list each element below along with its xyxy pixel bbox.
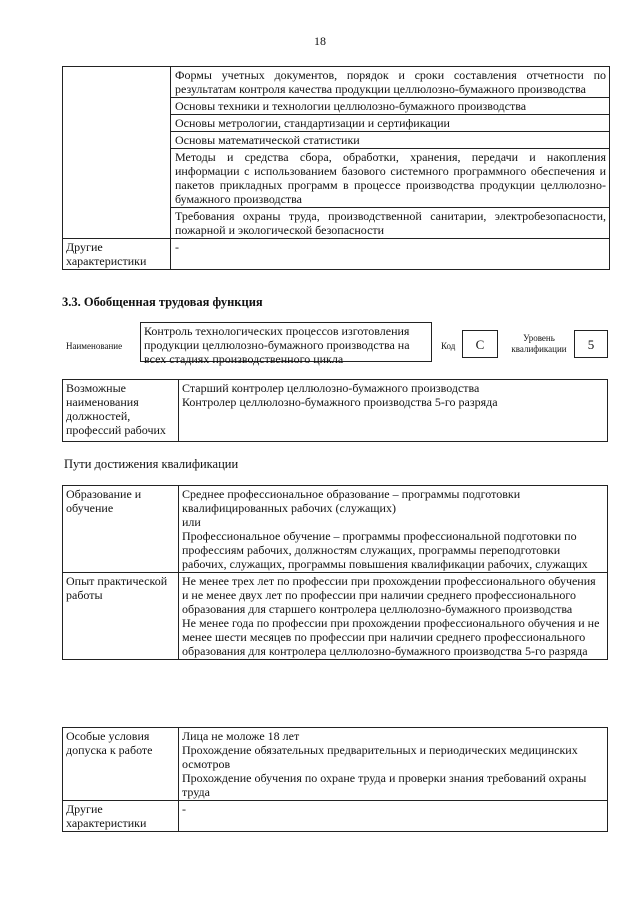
position-item: Контролер целлюлозно-бумажного производства 5-го разряда (182, 395, 498, 409)
education-values (179, 486, 608, 573)
education-line: или (182, 515, 201, 529)
admission-line: Лица не моложе 18 лет (182, 729, 300, 743)
positions-table (62, 379, 608, 442)
function-name-box: Контроль технологических процессов изготовления продукции целлюлозно-бумажного производства на всех стадиях производственного цикла (140, 322, 432, 362)
knowledge-item: Методы и средства сбора, обработки, хранения, передачи и накопления информации с использованием базового системного программного обеспечения и пакетов прикладных программ в процессе производства продукции целлюлозно-бумажного производства (171, 149, 610, 208)
experience-line: Не менее трех лет по профессии при прохождении профессионального обучения и не менее двух лет по профессии при наличии среднего профессионального образования для старшего контролера целлюлозно-бумажного производства (182, 574, 596, 616)
experience-line: Не менее года по профессии при прохождении профессионального обучения и не менее шести месяцев по профессии при наличии среднего профессионального образования для контролера целлюлозно-бумажного производства 5-го разряда (182, 616, 600, 658)
qualification-level-box: 5 (574, 330, 608, 358)
positions-label: Возможные наименования должностей, профессий рабочих (63, 380, 179, 442)
education-line: Профессиональное обучение – программы профессиональной подготовки по профессиям рабочих, должностям служащих, программы переподготовки рабочих, служащих, программы повышения квалификации рабочих, служащих (182, 529, 588, 571)
code-label: Код (441, 341, 456, 351)
page-number: 18 (314, 34, 326, 48)
experience-label: Опыт практической работы (63, 573, 179, 660)
education-label: Образование и обучение (63, 486, 179, 573)
admission-line: Прохождение обязательных предварительных и периодических медицинских осмотров (182, 743, 578, 771)
education-line: Среднее профессиональное образование – программы подготовки квалифицированных рабочих (служащих) (182, 487, 521, 515)
code-box: C (462, 330, 498, 358)
knowledge-item: Основы техники и технологии целлюлозно-бумажного производства (171, 98, 610, 115)
admission-label: Особые условия допуска к работе (63, 728, 179, 801)
other-characteristics-label: Другие характеристики (63, 801, 179, 832)
qualification-level-label: Уровень квалификации (511, 333, 567, 354)
position-item: Старший контролер целлюлозно-бумажного производства (182, 381, 480, 395)
other-characteristics-label: Другие характеристики (63, 239, 171, 270)
other-characteristics-value: - (179, 801, 608, 832)
experience-values (179, 573, 608, 660)
admission-table (62, 727, 608, 832)
name-label: Наименование (66, 341, 123, 351)
qualification-paths-table (62, 485, 608, 660)
positions-values (179, 380, 608, 442)
knowledge-item: Требования охраны труда, производственной санитарии, электробезопасности, пожарной и экологической безопасности (171, 208, 610, 239)
knowledge-item: Формы учетных документов, порядок и сроки составления отчетности по результатам контроля качества продукции целлюлозно-бумажного производства (171, 67, 610, 98)
knowledge-table (62, 66, 610, 270)
knowledge-item: Основы математической статистики (171, 132, 610, 149)
knowledge-item: Основы метрологии, стандартизации и сертификации (171, 115, 610, 132)
other-characteristics-value: - (171, 239, 610, 270)
admission-line: Прохождение обучения по охране труда и проверки знания требований охраны труда (182, 771, 587, 799)
admission-values (179, 728, 608, 801)
paths-heading: Пути достижения квалификации (64, 457, 239, 471)
section-heading: 3.3. Обобщенная трудовая функция (62, 295, 263, 309)
knowledge-label-cell (63, 67, 171, 239)
